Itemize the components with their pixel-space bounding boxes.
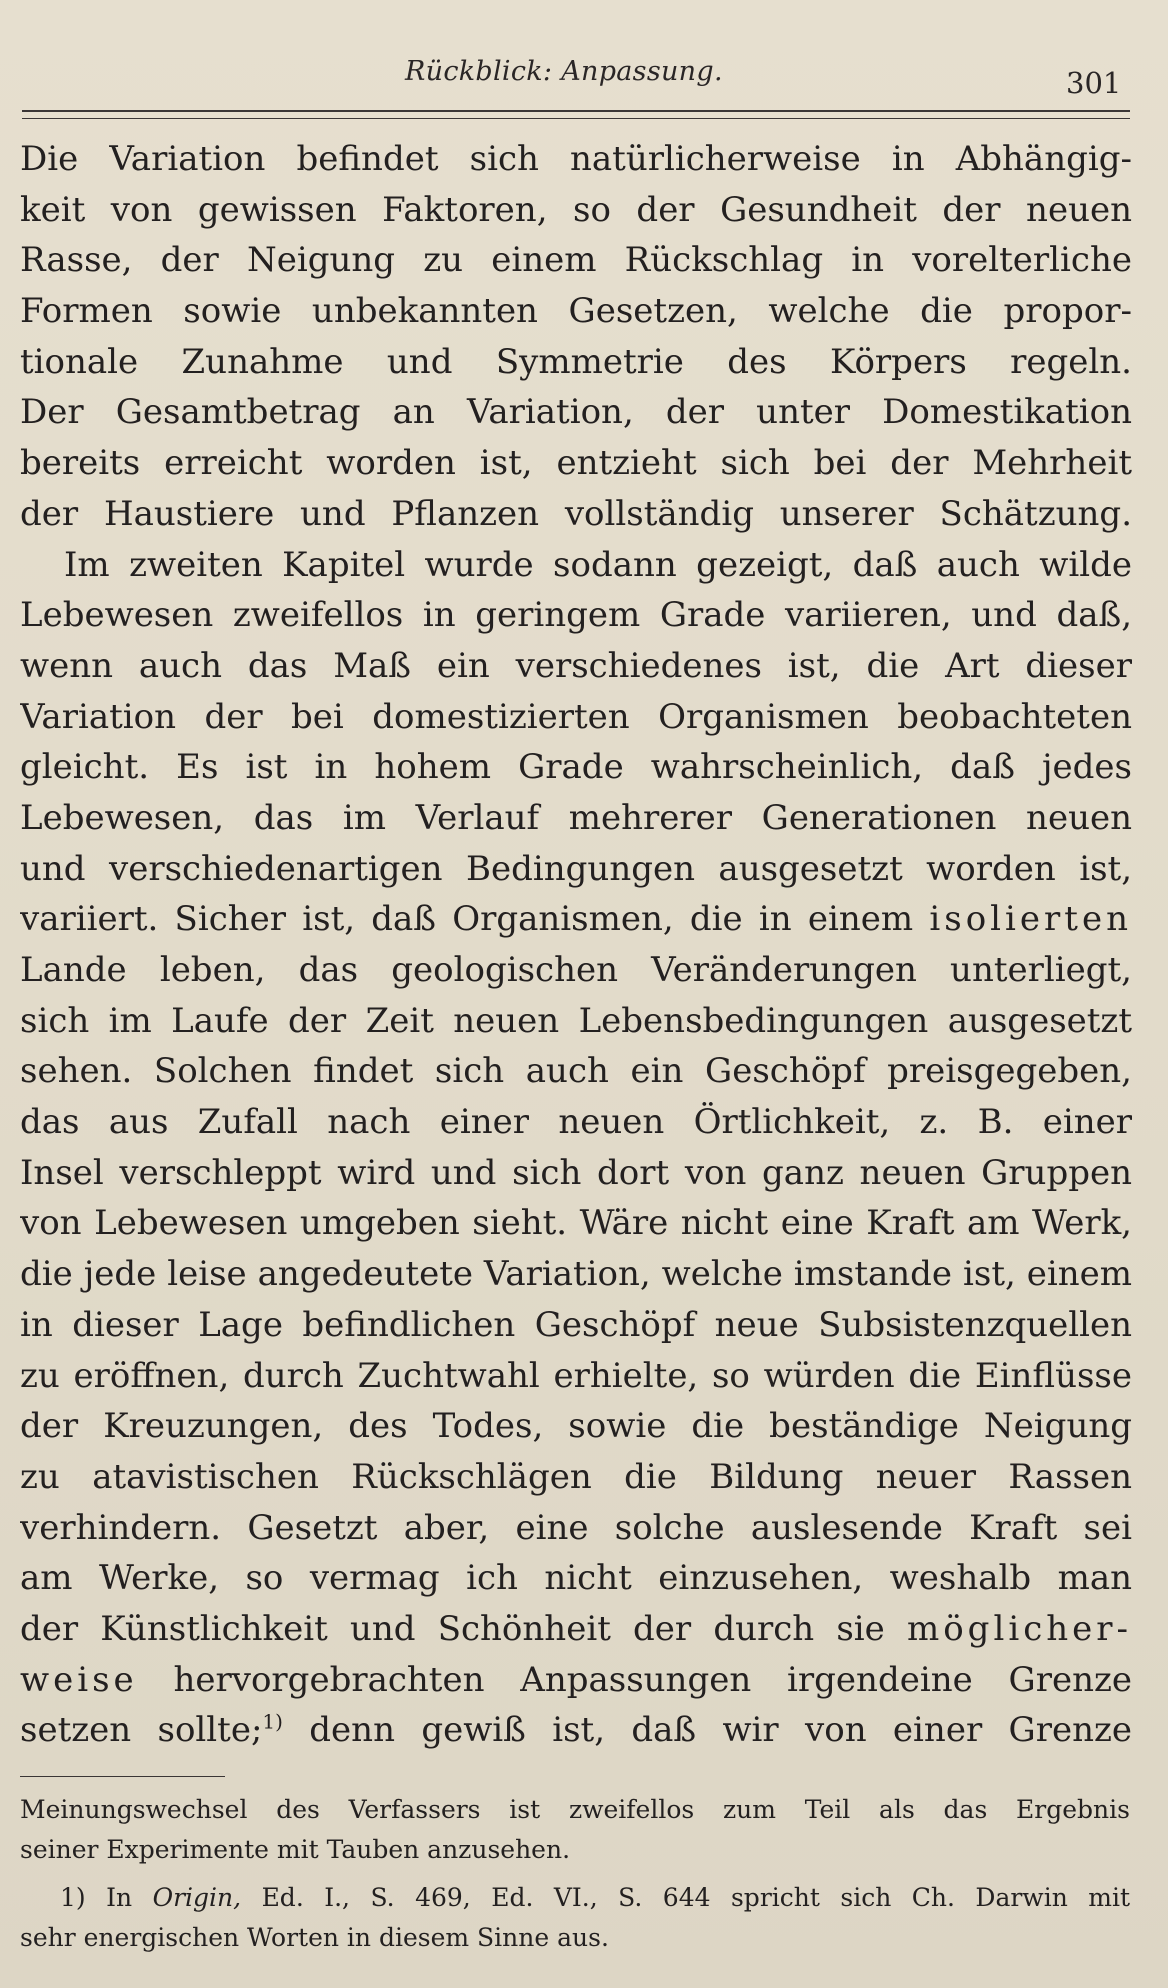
text-segment: denn gewiß ist, daß wir von einer Grenze [309, 1710, 1132, 1751]
paragraph-start-line: Im zweiten Kapitel wurde sodann gezeigt, daß auch wilde [64, 544, 1132, 585]
page-number: 301 [1066, 66, 1122, 100]
text-line: sich im Laufe der Zeit neuen Lebensbedingungen ausgesetzt [20, 1000, 1132, 1041]
text-segment: hervorgebrachten Anpassungen irgendeine Grenze [173, 1659, 1132, 1700]
text-line: Formen sowie unbekannten Gesetzen, welche die propor- [20, 291, 1132, 332]
running-head [0, 56, 1168, 100]
footnote-line: sehr energischen Worten in diesem Sinne aus. [20, 1923, 609, 1952]
text-line: Lebewesen zweifellos in geringem Grade variieren, und daß, [20, 595, 1132, 636]
footnote-text: In [106, 1883, 133, 1912]
text-line: von Lebewesen umgeben sieht. Wäre nicht eine Kraft am Werk, [20, 1203, 1132, 1244]
text-line: keit von gewissen Faktoren, so der Gesundheit der neuen [20, 189, 1132, 230]
text-line: wenn auch das Maß ein verschiedenes ist, die Art dieser [20, 645, 1132, 686]
text-line: Der Gesamtbetrag an Variation, der unter Domestikation [20, 392, 1132, 433]
running-title: Rückblick: Anpassung. [405, 56, 723, 87]
text-segment: der Künstlichkeit und Schönheit der durch sie [20, 1608, 885, 1649]
header-rule-top [22, 110, 1130, 112]
text-line: Rasse, der Neigung zu einem Rückschlag in vorelterliche [20, 240, 1132, 281]
text-line: das aus Zufall nach einer neuen Örtlichkeit, z. B. einer [20, 1102, 1132, 1143]
text-line: am Werke, so vermag ich nicht einzusehen, weshalb man [20, 1558, 1132, 1599]
text-line: Insel verschleppt wird und sich dort von ganz neuen Gruppen [20, 1152, 1132, 1193]
text-line [20, 894, 1132, 945]
text-line: Lebewesen, das im Verlauf mehrerer Generationen neuen [20, 797, 1132, 838]
footnote-1 [20, 1878, 1130, 1918]
footnote-rule [20, 1776, 225, 1777]
header-rule-bottom [22, 118, 1130, 119]
text-line: sehen. Solchen findet sich auch ein Geschöpf preisgegeben, [20, 1051, 1132, 1092]
text-line: der Haustiere und Pflanzen vollständig unserer Schätzung. [20, 493, 1132, 534]
footnote-reference: 1) [262, 1709, 283, 1734]
text-line: Variation der bei domestizierten Organismen beobachteten [20, 696, 1132, 737]
body-text [20, 134, 1132, 1756]
text-line: der Kreuzungen, des Todes, sowie die beständige Neigung [20, 1406, 1132, 1447]
text-line: verhindern. Gesetzt aber, eine solche auslesende Kraft sei [20, 1507, 1132, 1548]
emphasized-word: möglicher- [906, 1608, 1132, 1649]
footnote-line: seiner Experimente mit Tauben anzusehen. [20, 1835, 571, 1864]
footnote-marker: 1) [60, 1883, 86, 1912]
footnote-text: Ed. I., S. 469, Ed. VI., S. 644 spricht sich Ch. Darwin mit [261, 1883, 1130, 1912]
footnote-line: Meinungswechsel des Verfassers ist zweifellos zum Teil als das Ergebnis [20, 1795, 1130, 1824]
text-line: bereits erreicht worden ist, entzieht sich bei der Mehrheit [20, 443, 1132, 484]
text-line [20, 1655, 1132, 1706]
text-segment: setzen sollte; [20, 1710, 263, 1751]
footnote-title: Origin, [152, 1883, 242, 1912]
text-line: Lande leben, das geologischen Veränderungen unterliegt, [20, 950, 1132, 990]
text-line: und verschiedenartigen Bedingungen ausgesetzt worden ist, [20, 848, 1132, 889]
text-line: zu eröffnen, durch Zuchtwahl erhielte, so würden die Einflüsse [20, 1355, 1132, 1396]
text-line [20, 1604, 1132, 1655]
text-line: zu atavistischen Rückschlägen die Bildung neuer Rassen [20, 1456, 1132, 1497]
text-line [20, 1705, 1132, 1756]
text-line: gleicht. Es ist in hohem Grade wahrscheinlich, daß jedes [20, 747, 1132, 788]
text-line: die jede leise angedeutete Variation, welche imstande ist, einem [20, 1254, 1132, 1295]
text-line: Die Variation befindet sich natürlicherweise in Abhängig- [20, 139, 1132, 179]
text-segment: variiert. Sicher ist, daß Organismen, die in einem [20, 899, 914, 940]
emphasized-word: weise [20, 1659, 138, 1700]
emphasized-word: isolierten [929, 899, 1132, 940]
footnotes [20, 1790, 1130, 1958]
text-line: tionale Zunahme und Symmetrie des Körpers regeln. [20, 341, 1132, 382]
text-line: in dieser Lage befindlichen Geschöpf neue Subsistenzquellen [20, 1304, 1132, 1345]
